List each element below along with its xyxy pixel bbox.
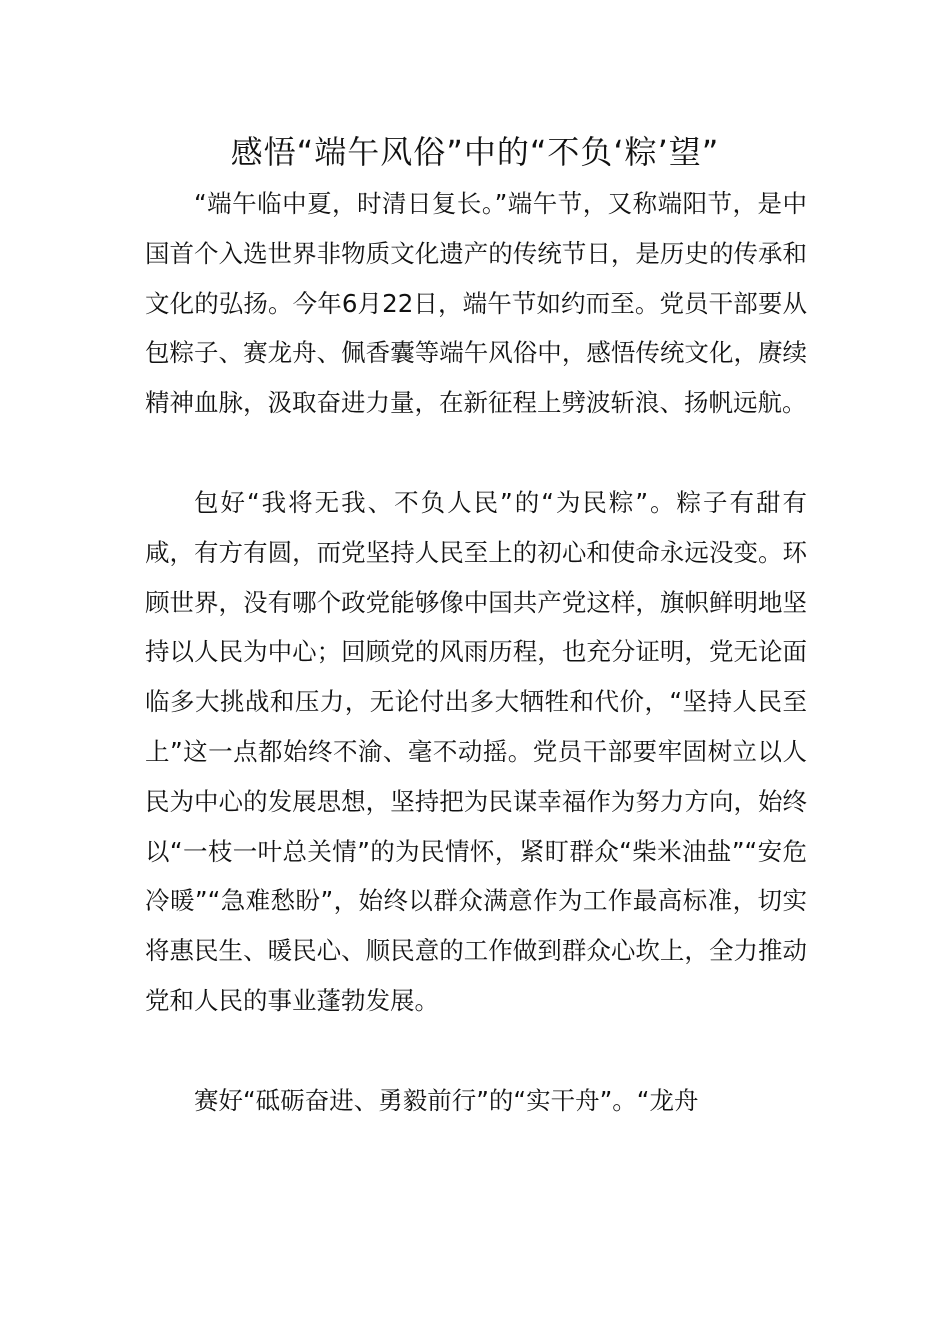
paragraph-dragon-boat: 赛好“砥砺奋进、勇毅前行”的“实干舟”。“龙舟: [194, 1085, 699, 1115]
paragraph-zongzi: 包好“我将无我、不负人民”的“为民粽”。粽子有甜有咸，有方有圆，而党坚持人民至上的初心和使命永远没变。环顾世界，没有哪个政党能够像中国共产党这样，旗帜鲜明地坚持以人民为中心；回顾党的风雨历程，也充分证明，党无论面临多大挑战和压力，无论付出多大牺牲和代价，“坚持人民至上”这一点都始终不渝、毫不动摇。党员干部要牢固树立以人民为中心的发展思想，坚持把为民谋幸福作为努力方向，始终以“一枝一叶总关情”的为民情怀，紧盯群众“柴米油盐”“安危冷暖”“急难愁盼”，始终以群众满意作为工作最高标准，切实将惠民生、暖民心、顺民意的工作做到群众心坎上，全力推动党和人民的事业蓬勃发展。: [145, 487, 807, 1015]
document-title: 感悟“端午风俗”中的“不负‘粽’望”: [230, 133, 720, 171]
paragraph-intro: “端午临中夏，时清日复长。”端午节，又称端阳节，是中国首个入选世界非物质文化遗产的传统节日，是历史的传承和文化的弘扬。今年6月22日，端午节如约而至。党员干部要从包粽子、赛龙舟、佩香囊等端午风俗中，感悟传统文化，赓续精神血脉，汲取奋进力量，在新征程上劈波斩浪、扬帆远航。: [145, 189, 807, 418]
document-body: [145, 179, 807, 1126]
